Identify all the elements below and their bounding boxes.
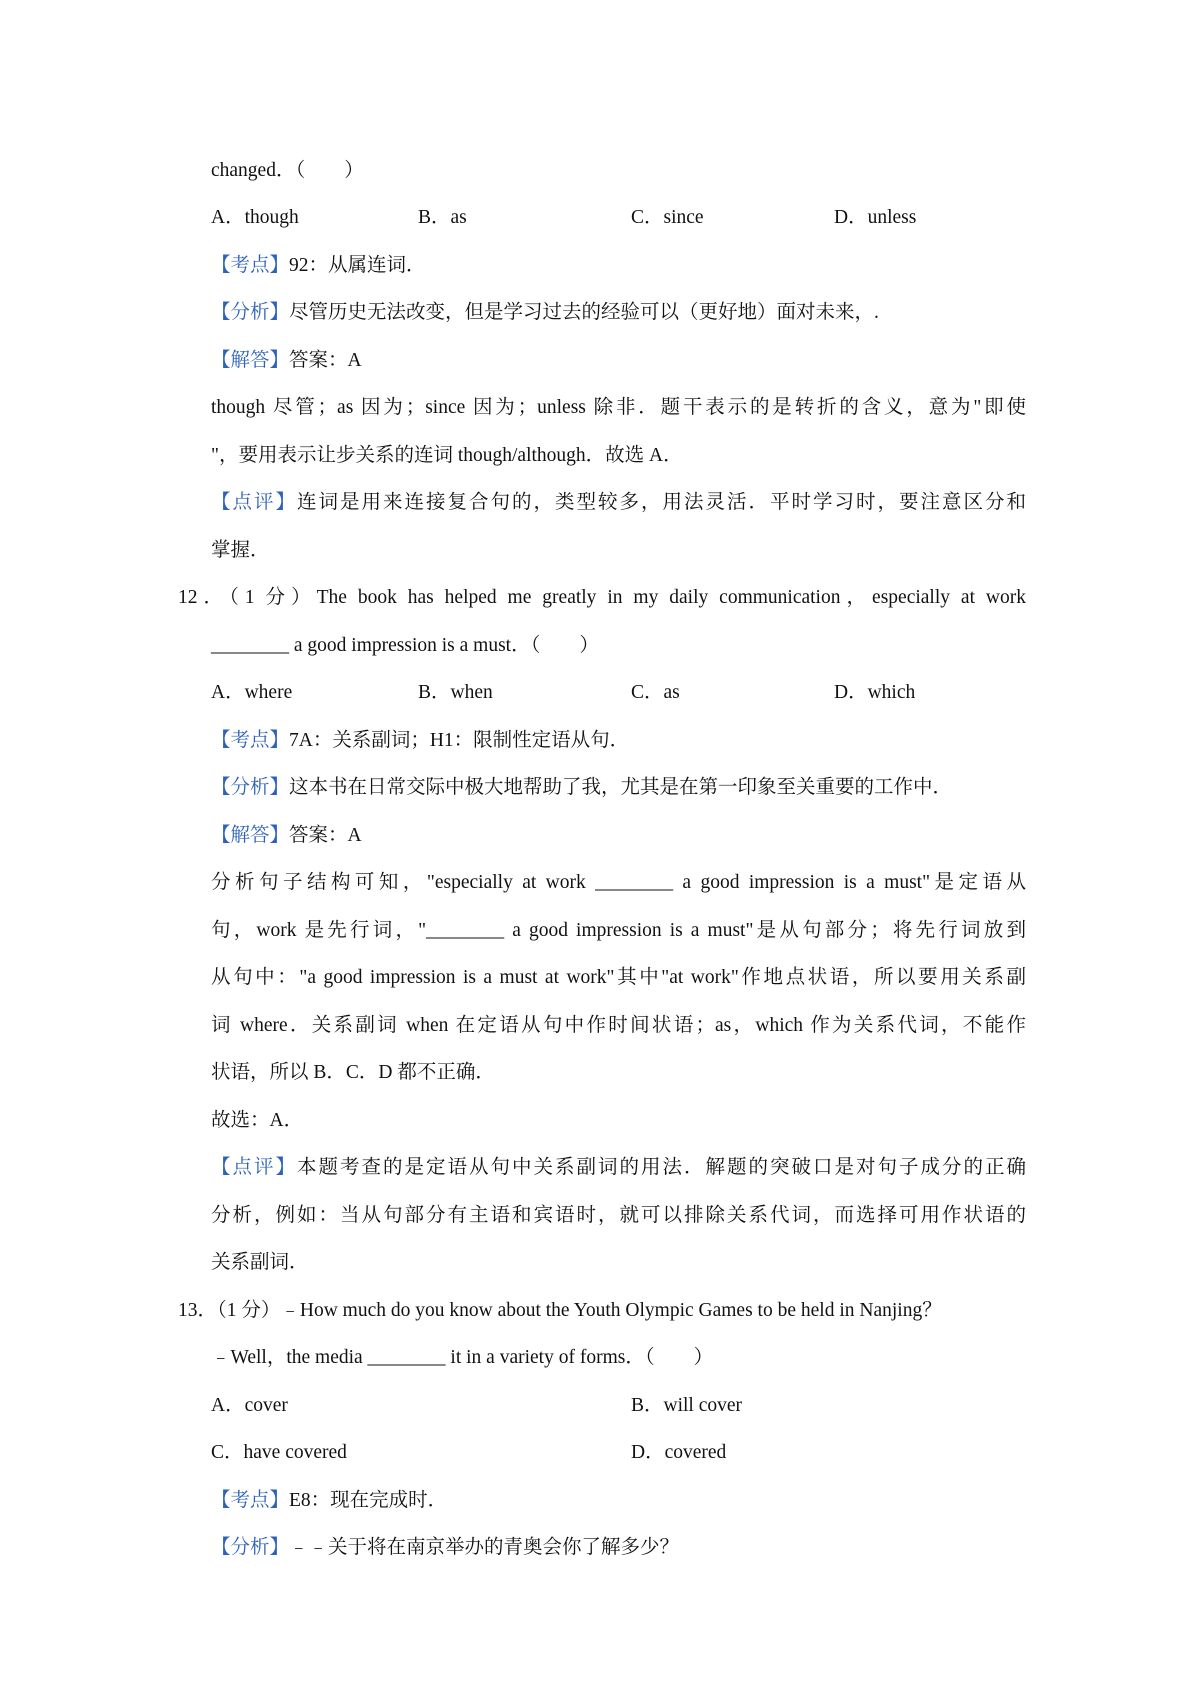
jieda-tag: 【解答】 — [211, 350, 290, 371]
q12-stem-line-1: 12．（1 分）The book has helped me greatly in my daily communication，especially at work — [178, 587, 1026, 608]
q13-kaodian — [211, 1486, 1026, 1516]
q12-dianping-line-3: 关系副词． — [211, 1252, 309, 1273]
q12-explanation-line-5: 状语，所以 B．C．D 都不正确． — [211, 1062, 495, 1083]
kaodian-text: 92：从属连词． — [289, 255, 426, 276]
q12-option-d: D．which — [834, 682, 916, 703]
q12-dianping-line-2: 分析，例如：当从句部分有主语和宾语时，就可以排除关系代词，而选择可用作状语的 — [211, 1205, 1026, 1226]
fenxi-text: 尽管历史无法改变，但是学习过去的经验可以（更好地）面对未来，. — [289, 302, 879, 323]
kaodian-tag: 【考点】 — [211, 1490, 290, 1511]
q11-explanation-line-2: "，要用表示让步关系的连词 though/although．故选 A． — [211, 445, 683, 466]
dianping-tag: 【点评】 — [211, 492, 297, 513]
q11-option-c: C．since — [631, 207, 704, 228]
kaodian-text: 7A：关系副词；H1：限制性定语从句． — [289, 730, 630, 751]
q11-stem-tail: changed．（ ） — [211, 160, 364, 181]
q12-kaodian — [211, 726, 1026, 756]
fenxi-text: ﹣﹣关于将在南京举办的青奥会你了解多少？ — [289, 1537, 680, 1558]
dianping-tag: 【点评】 — [211, 1157, 297, 1178]
fenxi-tag: 【分析】 — [211, 1537, 290, 1558]
q11-dianping — [211, 488, 1026, 518]
q12-fenxi — [211, 773, 1026, 803]
q11-option-a: A．though — [211, 207, 299, 228]
q11-jieda — [211, 346, 1026, 376]
q13-stem-line-1: 13．（1 分）﹣How much do you know about the Youth Olympic Games to be held in Nanjing？ — [178, 1300, 942, 1321]
q12-option-b: B．when — [418, 682, 493, 703]
q12-jieda — [211, 821, 1026, 851]
dianping-text: 连词是用来连接复合句的，类型较多，用法灵活．平时学习时，要注意区分和 — [297, 492, 1026, 513]
fenxi-text: 这本书在日常交际中极大地帮助了我，尤其是在第一印象至关重要的工作中． — [289, 777, 953, 798]
q11-dianping-line-2: 掌握． — [211, 540, 270, 561]
q11-kaodian — [211, 251, 1026, 281]
fenxi-tag: 【分析】 — [211, 302, 290, 323]
jieda-tag: 【解答】 — [211, 825, 290, 846]
q12-explanation-line-6: 故选：A． — [211, 1110, 304, 1131]
q13-option-b: B．will cover — [631, 1395, 743, 1416]
kaodian-tag: 【考点】 — [211, 730, 290, 751]
fenxi-tag: 【分析】 — [211, 777, 290, 798]
q12-explanation-line-3: 从句中："a good impression is a must at work"其中"at work"作地点状语，所以要用关系副 — [211, 967, 1026, 988]
q12-dianping — [211, 1153, 1026, 1183]
q12-explanation-line-2: 句，work 是先行词，"________ a good impression is a must"是从句部分；将先行词放到 — [211, 920, 1026, 941]
dianping-text: 本题考查的是定语从句中关系副词的用法．解题的突破口是对句子成分的正确 — [297, 1157, 1026, 1178]
q13-stem-line-2: ﹣Well，the media ________ it in a variety of forms．（ ） — [211, 1347, 714, 1368]
jieda-text: 答案：A — [289, 825, 362, 846]
q11-option-d: D．unless — [834, 207, 917, 228]
q11-option-b: B．as — [418, 207, 467, 228]
q11-explanation-line-1: though 尽管；as 因为；since 因为；unless 除非．题干表示的是转折的含义，意为"即使 — [211, 397, 1026, 418]
q13-option-c: C．have covered — [211, 1442, 347, 1463]
jieda-text: 答案：A — [289, 350, 362, 371]
kaodian-tag: 【考点】 — [211, 255, 290, 276]
q13-option-a: A．cover — [211, 1395, 288, 1416]
q12-option-a: A．where — [211, 682, 293, 703]
q13-option-d: D．covered — [631, 1442, 727, 1463]
q12-explanation-line-4: 词 where．关系副词 when 在定语从句中作时间状语；as，which 作为关系代词，不能作 — [211, 1015, 1026, 1036]
q12-option-c: C．as — [631, 682, 680, 703]
q13-fenxi — [211, 1533, 1026, 1563]
kaodian-text: E8：现在完成时． — [289, 1490, 448, 1511]
q12-stem-line-2: ________ a good impression is a must．（ ） — [211, 635, 599, 656]
q11-fenxi — [211, 298, 1026, 328]
q12-explanation-line-1: 分析句子结构可知，"especially at work ________ a good impression is a must"是定语从 — [211, 872, 1026, 893]
